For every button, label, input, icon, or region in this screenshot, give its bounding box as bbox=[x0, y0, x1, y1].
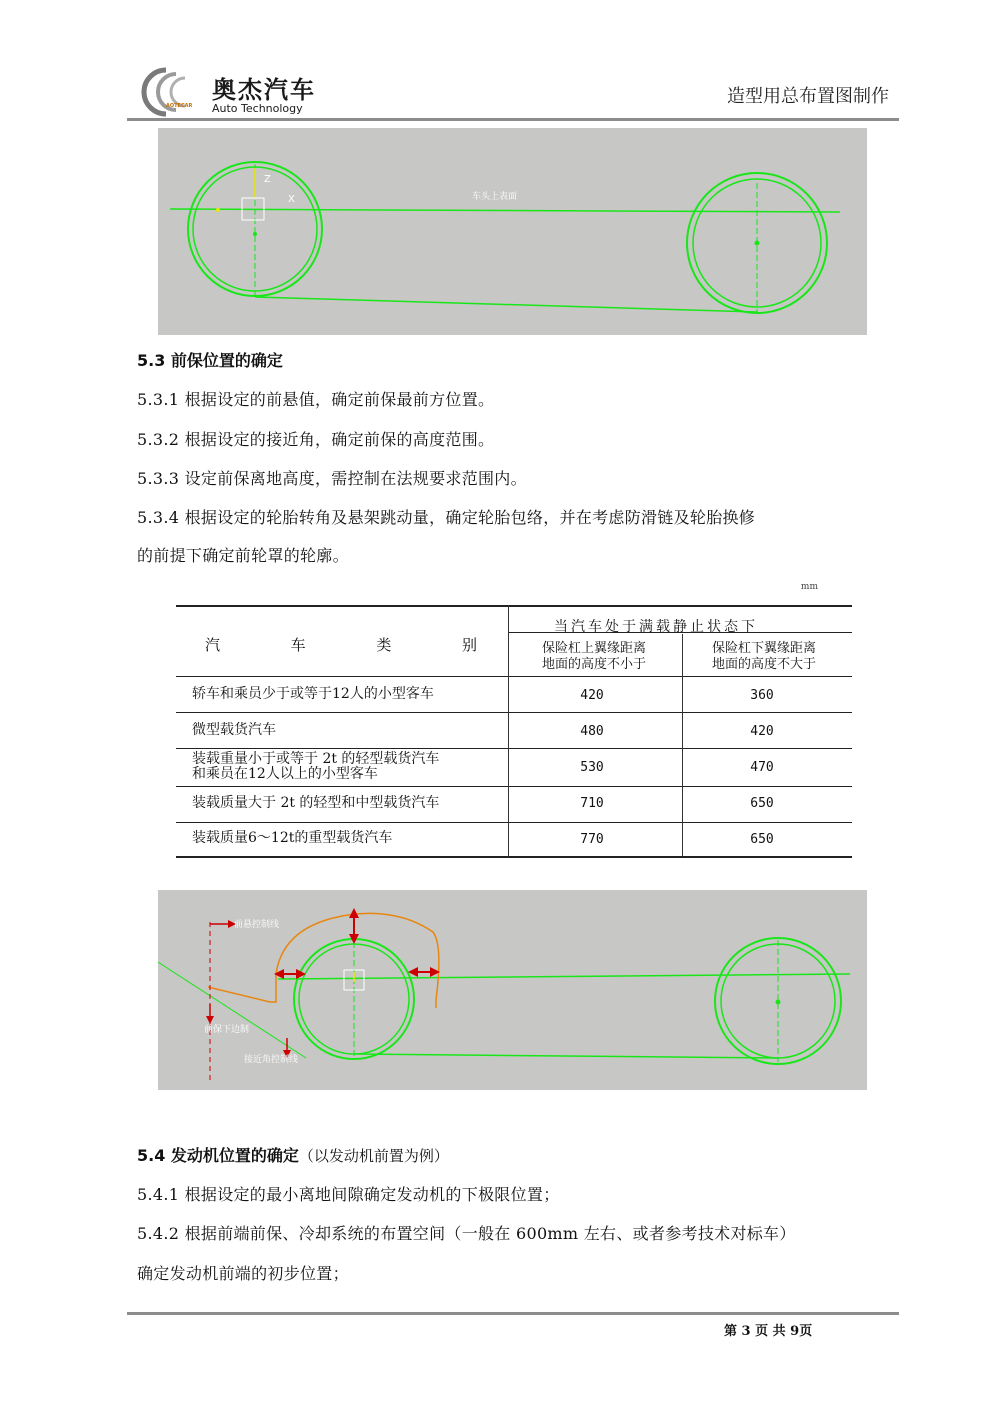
table-row-lower: 360 bbox=[750, 688, 774, 703]
table-row-upper: 770 bbox=[580, 832, 604, 847]
footer-divider bbox=[127, 1312, 899, 1315]
table-header-rule bbox=[176, 676, 852, 677]
table-top-rule bbox=[176, 605, 852, 607]
table-row-rule bbox=[176, 822, 852, 823]
paragraph-5-4-2: 5.4.2 根据前端前保、冷却系统的布置空间（一般在 600mm 左右、或者参考技术对标车） bbox=[137, 1224, 796, 1243]
logo-chinese-name: 奥杰汽车 bbox=[212, 76, 316, 104]
table-unit: mm bbox=[800, 582, 818, 592]
wheel-layout-drawing bbox=[158, 128, 867, 335]
paragraph-5-3-1: 5.3.1 根据设定的前悬值，确定前保最前方位置。 bbox=[137, 390, 495, 409]
table-row-lower: 650 bbox=[750, 796, 774, 811]
table-row-rule bbox=[176, 786, 852, 787]
table-row-rule bbox=[176, 748, 852, 749]
table-row-name: 装载质量大于 2t 的轻型和中型载货汽车 bbox=[192, 795, 440, 811]
table-row-name-line2: 和乘员在12人以上的小型客车 bbox=[192, 766, 378, 782]
page-number: 第 3 页 共 9页 bbox=[724, 1324, 813, 1339]
section-5-4-title: 5.4 发动机位置的确定 bbox=[137, 1146, 299, 1165]
section-5-4-note: （以发动机前置为例） bbox=[298, 1147, 449, 1165]
body-top-label: 车头上表面 bbox=[472, 192, 518, 202]
header-upper-line2: 地面的高度不小于 bbox=[541, 657, 646, 672]
paragraph-5-4-1: 5.4.1 根据设定的最小离地间隙确定发动机的下极限位置； bbox=[137, 1185, 560, 1204]
layout-figure-bumper bbox=[158, 890, 867, 1090]
header-upper-edge bbox=[524, 641, 664, 673]
bumper-control-label: 前保下边制 bbox=[204, 1025, 250, 1035]
header-vehicle-type bbox=[191, 634, 491, 655]
paragraph-5-3-4-cont: 的前提下确定前轮罩的轮廓。 bbox=[137, 546, 349, 565]
axis-x-label: X bbox=[288, 194, 295, 205]
bumper-point bbox=[216, 208, 220, 212]
paragraph-5-4-2-cont: 确定发动机前端的初步位置； bbox=[137, 1264, 349, 1283]
table-row-upper: 710 bbox=[580, 796, 604, 811]
header-title: 造型用总布置图制作 bbox=[727, 86, 889, 107]
table-row-upper: 420 bbox=[580, 688, 604, 703]
table-bottom-rule bbox=[176, 856, 852, 858]
header-char: 别 bbox=[461, 636, 477, 654]
front-wheel-center bbox=[253, 232, 257, 236]
layout-figure-wheels bbox=[158, 128, 867, 335]
table-row-lower: 470 bbox=[750, 760, 774, 775]
header-upper-line1: 保险杠上翼缘距离 bbox=[541, 641, 646, 656]
table-row-lower: 420 bbox=[750, 724, 774, 739]
bumper-layout-drawing bbox=[158, 890, 867, 1090]
bumper-height-table bbox=[176, 582, 852, 862]
axis-z-label: Z bbox=[264, 174, 271, 185]
table-row-upper: 530 bbox=[580, 760, 604, 775]
header-lower-line1: 保险杠下翼缘距离 bbox=[711, 641, 816, 656]
table-row-name: 微型载货汽车 bbox=[192, 722, 276, 738]
paragraph-5-3-4: 5.3.4 根据设定的轮胎转角及悬架跳动量，确定轮胎包络，并在考虑防滑链及轮胎换修 bbox=[137, 508, 756, 527]
table-column-divider bbox=[508, 605, 509, 857]
paragraph-5-3-2: 5.3.2 根据设定的接近角，确定前保的高度范围。 bbox=[137, 430, 495, 449]
table-row-name: 轿车和乘员少于或等于12人的小型客车 bbox=[192, 686, 434, 702]
body-top-line bbox=[170, 209, 840, 212]
header-lower-line2: 地面的高度不大于 bbox=[711, 657, 816, 672]
arrow-head bbox=[349, 908, 359, 918]
table-row-name-line1: 装载重量小于或等于 2t 的轻型载货汽车 bbox=[192, 751, 440, 767]
table-column-divider bbox=[682, 634, 683, 857]
table-row-name: 装载质量6～12t的重型载货汽车 bbox=[192, 830, 393, 846]
table-row-name bbox=[192, 752, 439, 782]
paragraph-5-3-3: 5.3.3 设定前保离地高度，需控制在法规要求范围内。 bbox=[137, 469, 527, 488]
arrow-head bbox=[206, 1016, 214, 1024]
section-5-3-heading: 5.3 前保位置的确定 bbox=[137, 351, 283, 370]
header-lower-edge bbox=[694, 641, 834, 673]
logo-small-text: AOTECAR bbox=[166, 103, 193, 109]
rear-wheel-center bbox=[776, 1000, 781, 1005]
ground-line bbox=[255, 297, 757, 312]
header-full-load: 当汽车处于满载静止状态下 bbox=[554, 619, 758, 635]
table-row-lower: 650 bbox=[750, 832, 774, 847]
rear-wheel-center bbox=[755, 241, 760, 246]
table-row-rule bbox=[176, 712, 852, 713]
header-divider bbox=[127, 118, 899, 121]
header-char: 车 bbox=[290, 636, 306, 654]
header-char: 类 bbox=[376, 636, 392, 654]
logo-arcs-icon bbox=[138, 64, 218, 120]
front-overhang-label: 前悬控制线 bbox=[234, 920, 280, 930]
table-row-upper: 480 bbox=[580, 724, 604, 739]
approach-control-label: 接近角控制线 bbox=[244, 1055, 299, 1065]
logo-english-name: Auto Technology bbox=[212, 102, 303, 115]
section-5-4-heading bbox=[137, 1143, 449, 1166]
header-char: 汽 bbox=[205, 636, 221, 654]
ground-line bbox=[354, 1054, 778, 1058]
